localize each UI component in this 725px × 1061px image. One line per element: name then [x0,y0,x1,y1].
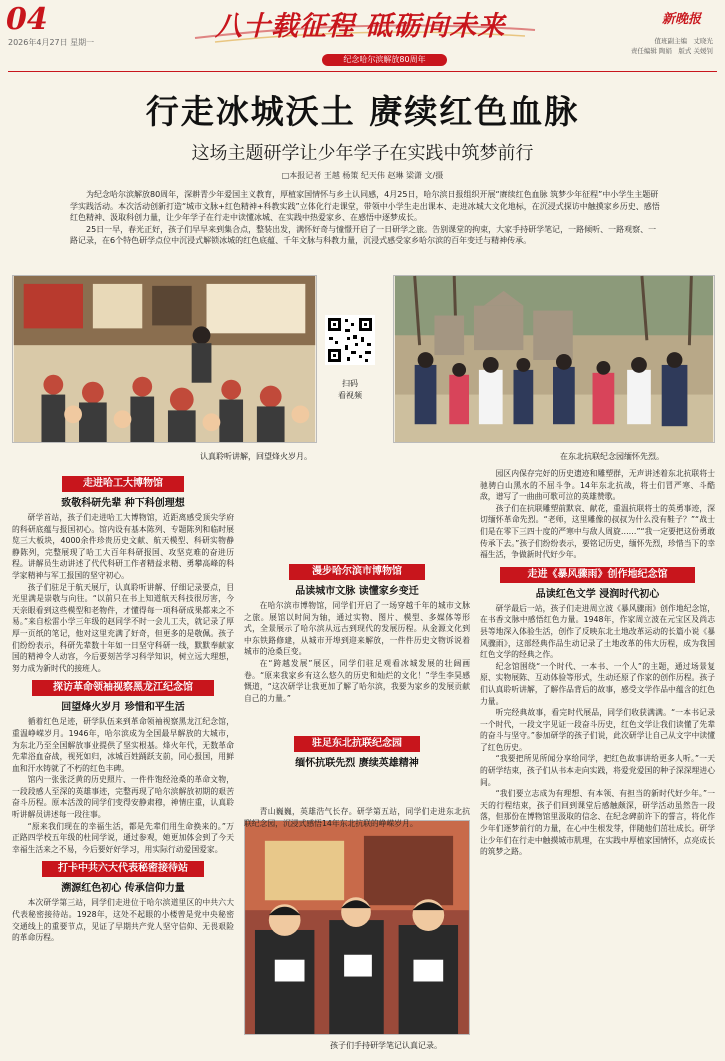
section-body [12,512,234,674]
editor-credits [603,36,713,56]
body-paragraph: “我要把所见所闻分享给同学，把红色故事讲给更多人听。”一天的研学结束，孩子们从书本走向实践，将爱党爱国的种子深深埋进心间。 [480,754,715,787]
newspaper-logo: 新晚报 [662,12,702,27]
body-paragraph: 纪念馆围绕“一个时代、一本书、一个人”的主题，通过场景复原、实物展陈、互动体验等形式，生动还原了作家的创作历程。孩子们认真聆听讲解，了解作品背后的故事，感受文学作品中蕴含的红色力量。 [480,661,715,706]
page-number: 04 [6,2,48,37]
section-body [244,600,470,730]
article-title: 行走冰城沃土 赓续红色血脉 [145,92,580,131]
section-body [12,897,234,943]
section-subhead: 回望烽火岁月 珍惜和平生活 [61,702,185,714]
body-paragraph: 青山巍巍，英雄浩气长存。研学第五站，同学们走进东北抗联纪念园，沉浸式感悟14年东北抗联的峥嵘岁月。 [244,807,470,828]
body-paragraph: 孩子们在抗联雕塑前默哀、献花，重温抗联将士的英勇事迹，深切缅怀革命先烈。“老师，这里雕像的叔叔为什么没有鞋子？”“战士们是在零下三四十度的严寒中与敌人周旋……”“我一定要把这份勇敢传承下去。”孩子们纷纷表示，要铭记历史，缅怀先烈，珍惜当下的幸福生活，争做新时代好少年。 [480,503,715,560]
section-head: 探访革命领袖视察黑龙江纪念馆 [32,680,214,696]
qr-caption [325,378,375,402]
section-head: 走进哈工大博物馆 [62,476,184,492]
body-paragraph: “我们要立志成为有理想、有本领、有担当的新时代好少年。”一天的行程结束，孩子们回到课堂后感触颇深，研学活动虽然告一段落，但那份在博物馆里汲取的信念、在纪念碑前许下的誓言，将化作少年们逐梦前行的力量，在心中生根发芽，伴随他们茁壮成长。研学让少年们在行走中触摸城市肌理，在实践中厚植家国情怀，点亮成长的筑梦之路。 [480,789,715,857]
body-paragraph: 园区内保存完好的历史遗迹和雕塑群，无声讲述着东北抗联将士驰骋白山黑水的不屈斗争。14年东北抗战，将士们冒严寒、斗酷敌，谱写了一曲曲可歌可泣的英雄赞歌。 [480,469,715,502]
editor-line: 值班副主编 丈晓光 [654,37,713,45]
section-body [244,806,470,828]
column-1 [12,468,234,1058]
body-paragraph: 研学首站，孩子们走进哈工大博物馆，近距离感受顶尖学府的科研底蕴与报国初心。馆内设有基本陈列、专题陈列和临时展览三大板块，4000余件珍贵历史文献、航天模型、科研实物静静陈列，完整展现了哈工大百年科研报国、攻坚克难的奋进历程。讲解员生动讲述了代代科研工作者精益求精、勇攀高峰的科学家精神与军工报国的坚守初心。 [12,513,234,580]
body-paragraph: 在哈尔滨市博物馆，同学们开启了一场穿越千年的城市文脉之旅。展馆以时间为轴，通过实物、图片、模型、多媒体等形式，全景展示了哈尔滨从远古到现代的发展历程。从金源文化到中东铁路修建，从城市开埠到迎来解放，一件件历史文物诉说着城市的沧桑巨变。 [244,601,470,657]
banner-subtitle: 纪念哈尔滨解放80周年 [322,54,447,66]
header-rule [8,71,717,72]
photo-students-notes [244,820,470,1035]
body-paragraph: 循着红色足迹，研学队伍来到革命领袖视察黑龙江纪念馆，重温峥嵘岁月。1946年，哈尔滨成为全国最早解放的大城市，为东北乃至全国解放事业提供了坚实根基。烽火年代，无数革命先辈浴血奋战，视死如归，冰城百姓踊跃支前，同心报国，用鲜血和汗水铸就了不朽的红色丰碑。 [12,717,234,773]
photo-museum-lecture [12,275,317,443]
body-paragraph: 本次研学第三站，同学们走进位于哈尔滨道里区的中共六大代表秘密接待站。1928年，这处不起眼的小楼曾是党中央秘密交通线上的重要节点，见证了早期共产党人坚守信仰、无畏艰险的革命历程。 [12,898,234,943]
section-head: 打卡中共六大代表秘密接待站 [42,861,204,877]
section-head: 走进《暴风骤雨》创作地纪念馆 [500,567,695,583]
qr-label: 扫码 [342,379,358,388]
body-paragraph: 研学最后一站，孩子们走进周立波《暴风骤雨》创作地纪念馆，在书香文脉中感悟红色力量。1948年，作家周立波在元宝区及尚志县等地深入体验生活，创作了反映东北土地改革运动的长篇小说《暴风骤雨》，这部经典作品生动记录了土地改革的伟大历程，成为我国红色文学的经典之作。 [480,603,715,660]
column-2 [244,468,470,778]
section-subhead: 致敬科研先辈 种下科创理想 [61,498,185,509]
banner-title: 八十载征程 砥砺向未来 [215,11,506,42]
section-body [480,603,715,858]
section-subhead: 品读城市文脉 读懂家乡变迁 [295,586,419,597]
qr-code[interactable] [325,315,375,365]
photo-memorial-park [393,275,715,443]
issue-date: 2026年4月27日 星期一 [8,38,95,47]
lead-paragraph: 25日一早，春光正好，孩子们早早来到集合点，整装出发，满怀好奇与憧憬开启了一日研学之旅。告别课堂的拘束，大家手持研学笔记，一路倾听、一路观察、一路记录，在6个特色研学点位中沉浸式解锁冰城的红色底蕴、千年文脉与科教力量，沉浸式感受家乡哈尔滨的百年变迁与精神传承。 [70,224,657,245]
editor-line: 责任编辑 陶娟 版式 关媛钊 [630,47,713,55]
photo-caption-left: 认真聆听讲解，回望烽火岁月。 [200,452,312,461]
body-paragraph: 馆内一张张泛黄的历史照片、一件件饱经沧桑的革命文物，一段段感人至深的英雄事迹，完整再现了哈尔滨解放初期的艰苦奋斗历程。原本活泼的同学们变得安静肃穆，神情庄重，认真聆听讲解员讲述每一段往事。 [12,775,234,820]
photo-caption-bottom: 孩子们手持研学笔记认真记录。 [330,1041,442,1050]
body-paragraph: “原来我们现在的幸福生活，都是先辈们用生命换来的。”万正路四学校五年级的杜同学说，通过参观，她更加体会到了今天幸福生活来之不易，今后要好好学习，用实际行动爱国爱家。 [12,821,234,854]
article-lead [70,189,660,247]
body-paragraph: 听完经典故事，看完时代展品，同学们收获满满。“一本书记录一个时代，一段文字见证一段奋斗历史，红色文学让我们读懂了先辈的奋斗与坚守。”参加研学的孩子们说，此次研学让自己从文字中读懂了红色历史。 [480,708,715,752]
photo-caption-right: 在东北抗联纪念园缅怀先烈。 [560,452,664,461]
section-head: 驻足东北抗联纪念园 [294,736,420,752]
section-subhead: 品读红色文学 浸润时代初心 [535,588,660,600]
section-subhead: 缅怀抗联先烈 赓续英雄精神 [295,758,419,769]
body-paragraph: 孩子们驻足于航天展厅，认真聆听讲解、仔细记录要点，目光里满是崇敬与向往。“以前只在书上知道航天科技很厉害，今天亲眼看到这些模型和老物件，才懂得每一项科研成果都来之不易。”来自松雷小学三年级的赵同学不时一会儿工夫，就记录了厚厚一页纸的笔记，他对这里充满了好奇，但更多的是敬佩。孩子们纷纷表示，科研先辈数十年如一日坚守科研一线，默默奉献家国的精神令人动容，今后要刻苦学习科学知识，树立远大理想，努力成为新时代的接班人。 [12,582,234,673]
section-subhead: 溯源红色初心 传承信仰力量 [61,883,185,895]
article-subtitle: 这场主题研学让少年学子在实践中筑梦前行 [191,143,534,164]
section-body [12,716,234,855]
lead-paragraph: 为纪念哈尔滨解放80周年，深耕青少年爱国主义教育，厚植家国情怀与乡土认同感，4月25日，哈尔滨日报组织开展“赓续红色血脉 筑梦少年征程”中小学生主题研学实践活动。本次活动创新打造“城市文脉+红色精神+科教实践”立体化行走课堂，带领中小学生走出课本、走进冰城大文化地标，在沉浸式探访中触摸家乡历史、感悟红色精神、汲取科创力量，让少年学子在行走中读懂冰城、在实践中热爱家乡、在感悟中逐梦成长。 [70,190,660,222]
article-byline: □本报记者 王越 杨策 纪天伟 赵琳 梁潇 文/摄 [281,171,444,180]
qr-label: 看视频 [338,391,362,400]
section-body [480,468,715,561]
section-head: 漫步哈尔滨市博物馆 [289,564,425,580]
body-paragraph: 在“跨越发展”展区，同学们驻足观看冰城发展的壮阔画卷。“原来我家乡有这么悠久的历史和灿烂的文化！”学生李昊感慨道，“这次研学让我更加了解了哈尔滨，我要为家乡的发展贡献自己的力量。” [244,658,470,703]
column-3 [480,468,715,1058]
